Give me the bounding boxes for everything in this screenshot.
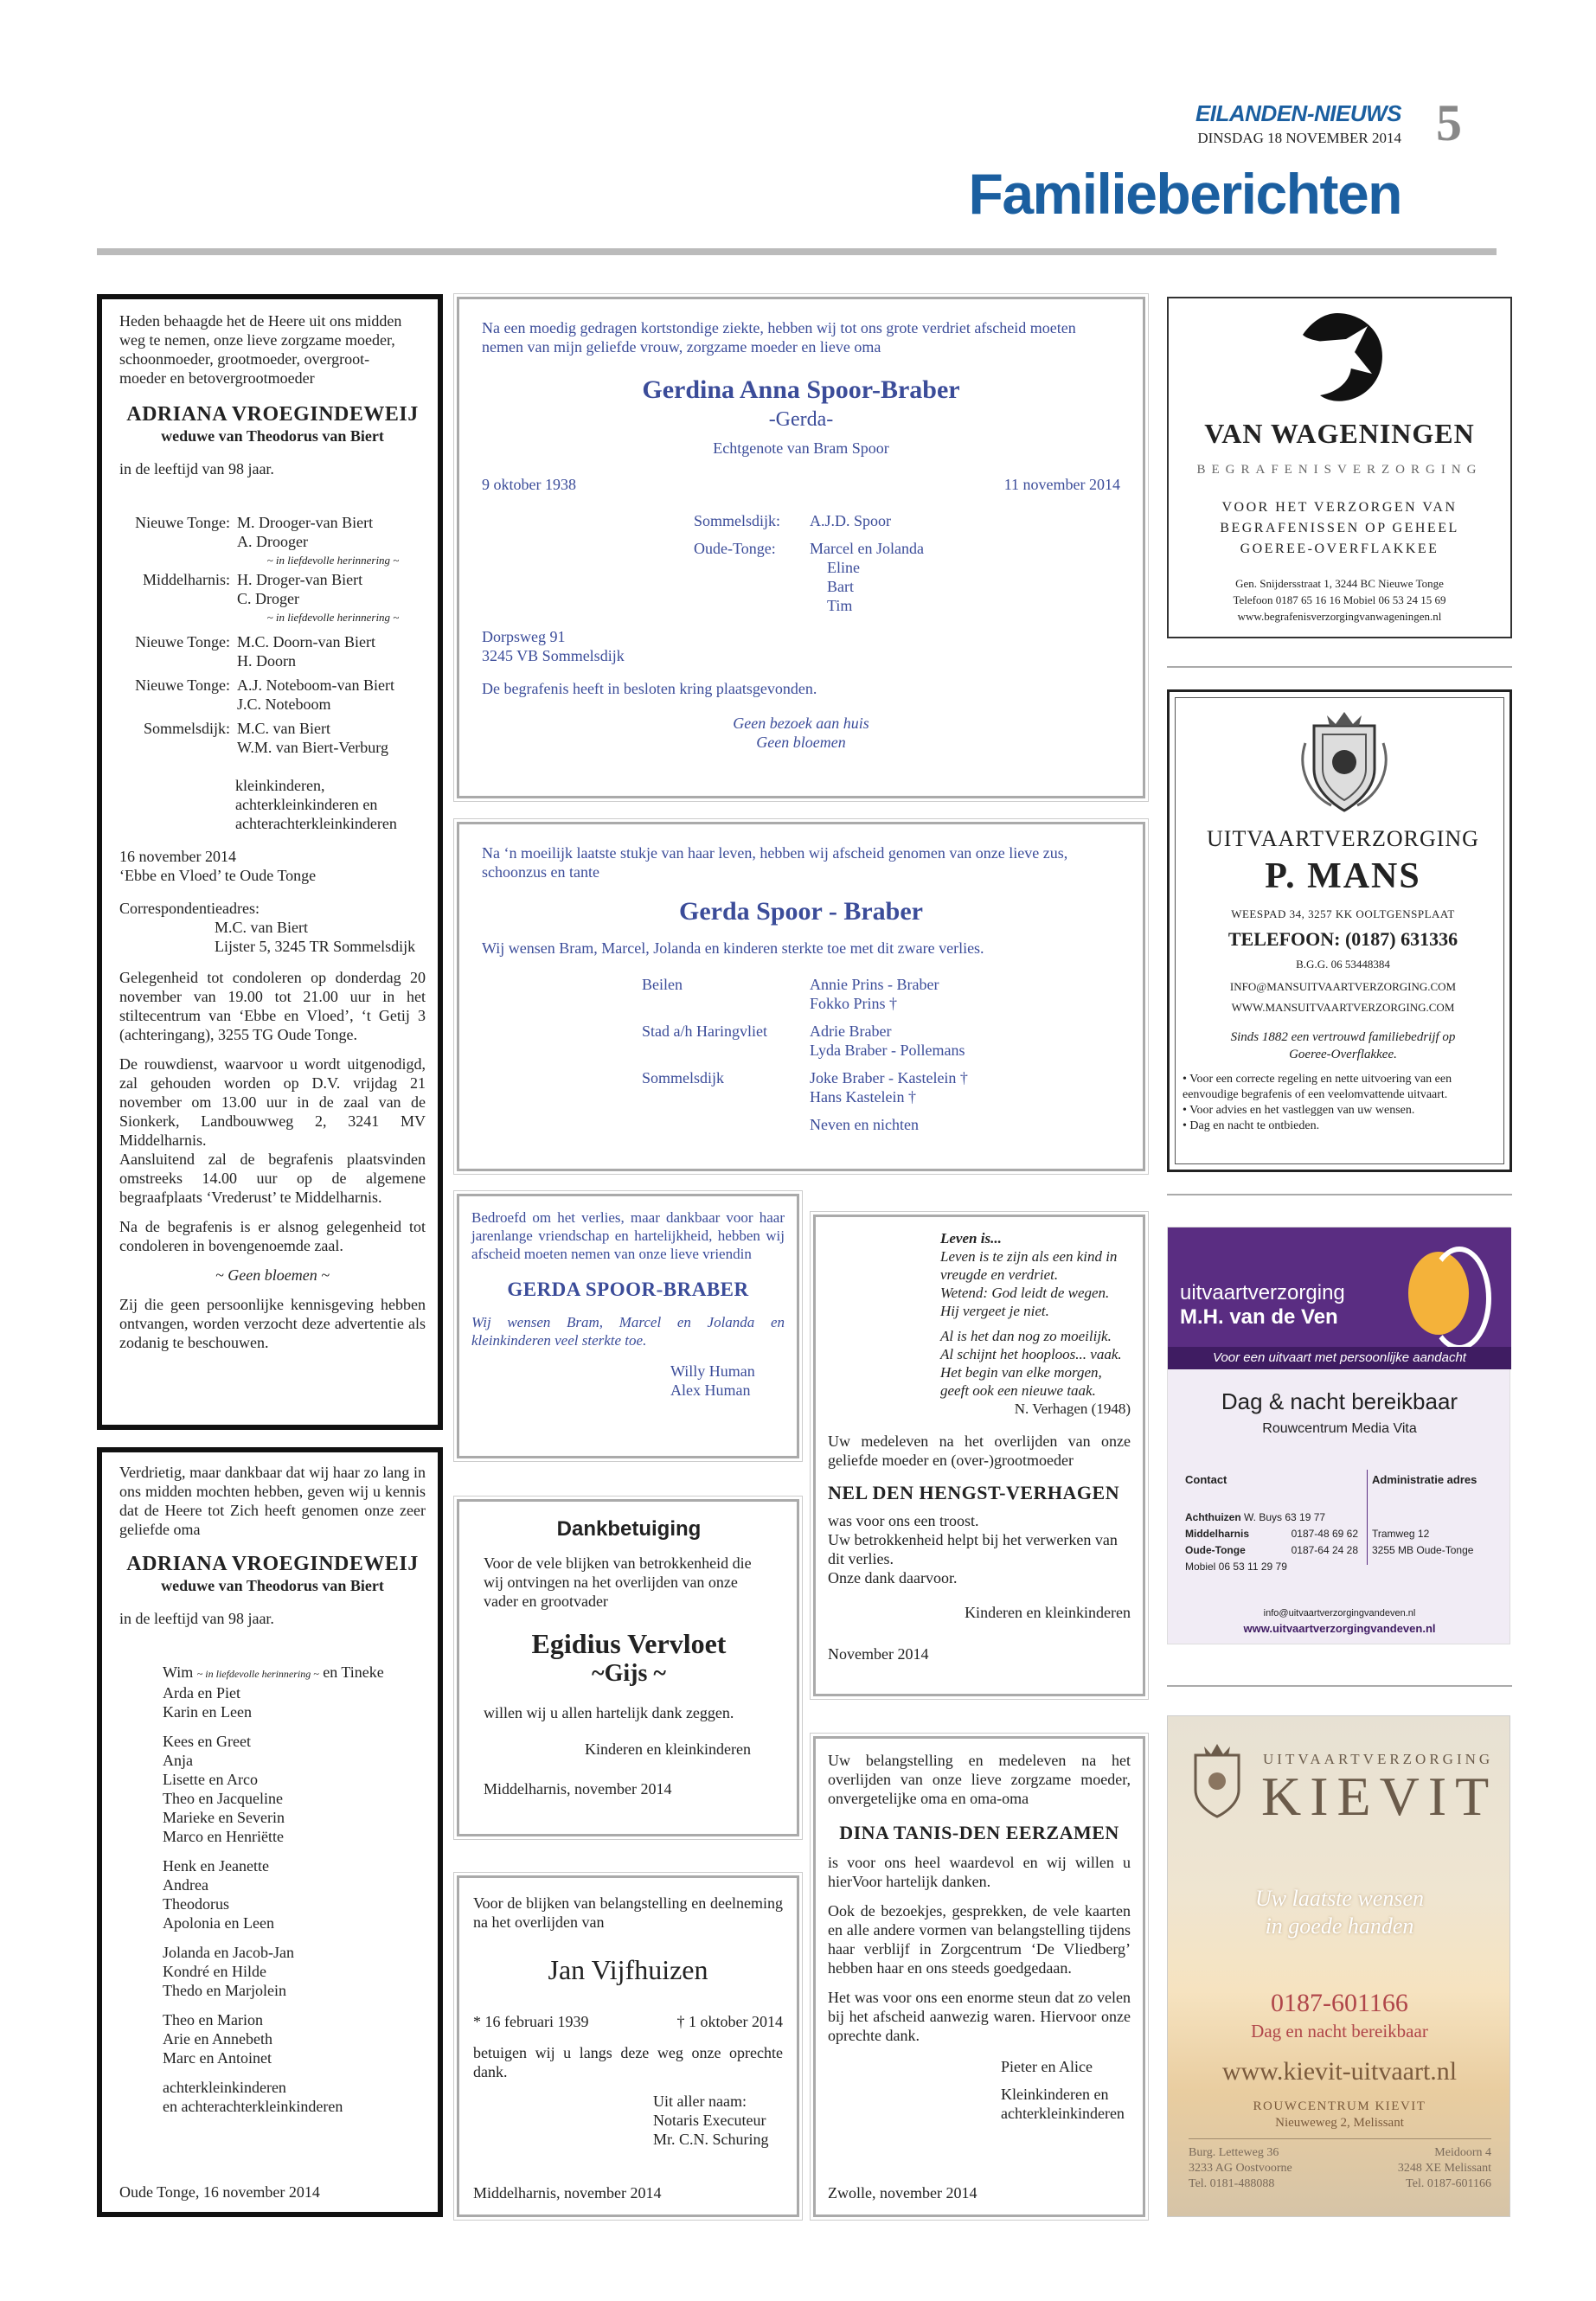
service-bullets: • Voor een correcte regeling en nette uitvoering van een eenvoudige begrafenis of een veelomvattende uitvaart. • Voor advies en het vastleggen van uw wensen. • Dag en nacht te ontbieden.: [1183, 1073, 1452, 1132]
grandchildren-list: Wim ~ in liefdevolle herinnering ~ en Tineke Arda en Piet Karin en Leen Kees en Greet Anja Lisette en Arco Theo en Jacqueline Marieke en Severin Marco en Henriëtte Henk en Jeanette Andrea Theodorus Apolonia en Leen Jolanda en Jacob-Jan Kondré en Hilde Thedo en Marjolein Theo en Marion Arie en Annebeth Marc en Antoinet achterkleinkinderen en achterachterkleinkinderen: [163, 1663, 384, 2115]
deceased-name: Gerdina Anna Spoor-Braber: [642, 375, 960, 404]
life-dates: 9 oktober 1938 11 november 2014: [482, 476, 1120, 493]
date-place: 16 november 2014 ‘Ebbe en Vloed’ te Oude Tonge: [119, 848, 317, 884]
coat-of-arms-icon: [1297, 708, 1392, 816]
deceased-name: Jan Vijfhuizen: [548, 1954, 708, 1985]
signers: Kinderen en kleinkinderen: [965, 1604, 1131, 1621]
deceased-nickname: ~Gijs ~: [592, 1660, 666, 1687]
notice-footer: Oude Tonge, 16 november 2014: [119, 2183, 320, 2201]
website: www.kievit-uitvaart.nl: [1221, 2057, 1458, 2086]
notice-intro: Uw belangstelling en medeleven na het overlijden van onze lieve zorgzame moeder, onvergetelijke oma en oma-oma: [828, 1752, 1131, 1807]
memory-note: ~ in liefdevolle herinnering ~: [266, 554, 400, 567]
death-notice-oma: [97, 1447, 443, 2217]
notice-intro: Heden behaagde het de Heere uit ons midden weg te nemen, onze lieve zorgzame moeder, schoonmoeder, grootmoeder, overgroot- moeder en betovergrootmoeder: [119, 312, 402, 387]
availability: Dag en nacht bereikbaar: [1251, 2021, 1428, 2041]
closing-note: Geen bezoek aan huis Geen bloemen: [733, 715, 869, 751]
wish-text: Wij wensen Bram, Marcel en Jolanda en kleinkinderen veel sterkte toe.: [471, 1314, 785, 1349]
brand-name: VAN WAGENINGEN: [1204, 418, 1475, 449]
address-left: Burg. Letteweg 36 3233 AG Oostvoorne Tel. 0181-488088: [1189, 2146, 1292, 2190]
page-number: 5: [1436, 94, 1462, 151]
brand-top: UITVAARTVERZORGING: [1263, 1751, 1494, 1767]
no-flowers: ~ Geen bloemen ~: [215, 1266, 330, 1284]
notice-intro: Na ‘n moeilijk laatste stukje van haar leven, hebben wij afscheid genomen van onze lieve zus, schoonzus en tante: [482, 844, 1068, 881]
brand-tagline: VOOR HET VERZORGEN VAN BEGRAFENISSEN OP GEHEEL GOEREE-OVERFLAKKEE: [1220, 500, 1459, 556]
slogan: Uw laatste wensen in goede handen: [1255, 1886, 1424, 1939]
signers: Uit aller naam: Notaris Executeur Mr. C.N. Schuring: [653, 2093, 769, 2148]
service-info: De rouwdienst, waarvoor u wordt uitgenodigd, zal gehouden worden op D.V. vrijdag 21 november om 13.00 uur in de zaal van de Sionkerk, Landbouwweg 2, 3241 MV Middelharnis.: [119, 1055, 426, 1149]
family-list: Nieuwe Tonge: M. Drooger-van Biert A. Drooger ~ in liefdevolle herinnering ~ Middelharnis: H. Droger-van Biert C. Droger ~ in liefdevolle herinnering ~ Nieuwe Tonge: M.C. Doorn-van Biert H. Doorn Nieuwe Tonge: A.J. Noteboom-van Biert J.C. Noteboom Sommelsdijk: M.C. van Biert W.M. van Biert-Verburg kleinkinderen, achterkleinkinderen en achterachterkleinkinderen: [119, 513, 426, 833]
notice-footer: Middelharnis, november 2014: [473, 2184, 662, 2202]
section-title: Familieberichten: [968, 162, 1401, 226]
website: WWW.MANSUITVAARTVERZORGING.COM: [1231, 1001, 1455, 1014]
masthead: EILANDEN-NIEUWS: [1195, 100, 1401, 126]
notice-date: November 2014: [828, 1645, 929, 1663]
deceased-nickname: -Gerda-: [768, 408, 834, 431]
thanks-p1: is voor ons heel waardevol en wij willen u hierVoor hartelijk danken.: [828, 1854, 1131, 1890]
since: Sinds 1882 een vertrouwd familiebedrijf op Goeree-Overflakkee.: [1230, 1030, 1456, 1061]
signers: Kinderen en kleinkinderen: [585, 1740, 751, 1758]
deceased-name: Gerda Spoor - Braber: [679, 897, 923, 926]
grandchildren: kleinkinderen, achterkleinkinderen en achterachterkleinkinderen: [235, 777, 397, 832]
family-group: Sommelsdijk: M.C. van Biert: [143, 720, 330, 737]
thanks-vervloet: [457, 1499, 799, 1836]
deceased-name: ADRIANA VROEGINDEWEIJ: [126, 1553, 419, 1575]
family-group: Nieuwe Tonge: A.J. Noteboom-van Biert: [135, 676, 394, 694]
notice-disclaimer: Zij die geen persoonlijke kennisgeving hebben ontvangen, worden verzocht deze advertentie als zodanig te beschouwen.: [119, 1296, 426, 1351]
death-notice-spoor-braber: [457, 297, 1145, 798]
signers: Pieter en Alice Kleinkinderen en achterkleinkinderen: [1001, 2058, 1125, 2122]
center-name: Rouwcentrum Media Vita: [1262, 1421, 1417, 1436]
notice-intro: Uw medeleven na het overlijden van onze geliefde moeder en (over-)grootmoeder: [828, 1433, 1131, 1469]
burial-info: Aansluitend zal de begrafenis plaatsvinden omstreeks 14.00 uur op de algemene begraafplaats ‘Vrederust’ te Middelharnis.: [119, 1150, 426, 1206]
brand-line1: uitvaartverzorging: [1180, 1281, 1345, 1304]
deceased-name: DINA TANIS-DEN EERZAMEN: [839, 1822, 1119, 1843]
address: WEESPAD 34, 3257 KK OOLTGENSPLAAT: [1231, 907, 1455, 920]
brand-line2: M.H. van de Ven: [1180, 1305, 1338, 1329]
poem: Leven is... Leven is te zijn als een kind in vreugde en verdriet. Wetend: God leidt de wegen. Hij vergeet je niet. Al is het dan nog zo moeilijk. Al schijnt het hooploos... vaak. Het begin van elke morgen, geeft ook een nieuwe taak. N. Verhagen (1948): [940, 1230, 1131, 1417]
ad-van-wageningen: [1167, 297, 1512, 638]
notice-intro: Na een moedig gedragen kortstondige ziekte, hebben wij tot ons grote verdriet afscheid moeten nemen van mijn geliefde vrouw, zorgzame moeder en lieve oma: [482, 319, 1076, 356]
issue-date: DINSDAG 18 NOVEMBER 2014: [1197, 130, 1401, 146]
ad-p-mans: [1167, 689, 1512, 1172]
signers: Willy Human Alex Human: [670, 1362, 755, 1399]
website: www.uitvaartverzorgingvandeven.nl: [1243, 1622, 1436, 1635]
contact-label: Contact: [1185, 1473, 1227, 1486]
thanks-text: willen wij u allen hartelijk dank zeggen.: [484, 1704, 734, 1721]
crest-logo-icon: [1187, 1742, 1247, 1820]
deceased-spouse: Echtgenote van Bram Spoor: [713, 439, 889, 457]
thanks-tanis: [813, 1736, 1145, 2217]
brand-name: KIEVIT: [1261, 1766, 1498, 1827]
ad-kievit: [1167, 1715, 1510, 2217]
thanks-text: betuigen wij u langs deze weg onze oprechte dank.: [473, 2044, 783, 2080]
deceased-subname: weduwe van Theodorus van Biert: [161, 427, 384, 445]
deceased-age: in de leeftijd van 98 jaar.: [119, 460, 274, 478]
brand-tagline: Voor een uitvaart met persoonlijke aandacht: [1168, 1347, 1511, 1369]
deceased-age: in de leeftijd van 98 jaar.: [119, 1610, 274, 1627]
contact-list: Achthuizen W. Buys 63 19 77 Middelharnis 0187-48 69 62 Oude-Tonge 0187-64 24 28 Mobiel 06 53 11 29 79: [1185, 1511, 1358, 1573]
thanks-vijfhuizen: [457, 1875, 799, 2217]
dankbetuiging-title: Dankbetuiging: [556, 1517, 702, 1541]
brand-header: [1168, 1227, 1511, 1347]
burial-info: De begrafenis heeft in besloten kring plaatsgevonden.: [482, 680, 817, 697]
deceased-name: NEL DEN HENGST-VERHAGEN: [828, 1482, 1120, 1503]
thanks-den-hengst: [813, 1215, 1145, 1696]
email: info@uitvaartverzorgingvandeven.nl: [1263, 1608, 1416, 1618]
admin-label: Administratie adres: [1372, 1473, 1477, 1486]
dove-logo-icon: [1285, 309, 1398, 413]
death-notice-vroegindeweij: [97, 294, 443, 1430]
family-group: Nieuwe Tonge: M. Drooger-van Biert: [135, 514, 374, 531]
wish-text: Wij wensen Bram, Marcel, Jolanda en kinderen sterkte toe met dit zware verlies.: [482, 939, 984, 957]
availability: Dag & nacht bereikbaar: [1221, 1388, 1458, 1414]
thanks-text: was voor ons een troost. Uw betrokkenheid helpt bij het verwerken van dit verlies. Onze dank daarvoor.: [828, 1512, 1118, 1586]
family-group: Nieuwe Tonge: M.C. Doorn-van Biert: [135, 633, 375, 651]
brand-name: P. MANS: [1265, 856, 1421, 896]
header-rule: [97, 248, 1497, 255]
phone: 0187-601166: [1271, 1989, 1408, 2017]
phone: TELEFOON: (0187) 631336: [1227, 928, 1458, 950]
notice-footer: Middelharnis, november 2014: [484, 1780, 672, 1798]
email: INFO@MANSUITVAARTVERZORGING.COM: [1229, 980, 1457, 993]
after-info: Na de begrafenis is er alsnog gelegenheid tot condoleren in bovengenoemde zaal.: [119, 1218, 426, 1254]
family-group: A. Drooger: [237, 533, 308, 550]
bgg: B.G.G. 06 53448384: [1296, 958, 1390, 971]
address-right: Meidoorn 4 3248 XE Melissant Tel. 0187-601166: [1397, 2146, 1491, 2190]
center-address: Nieuweweg 2, Melissant: [1275, 2116, 1404, 2130]
family-list: Beilen Annie Prins - Braber Fokko Prins † Stad a/h Haringvliet Adrie Braber Lyda Braber - Pollemans Sommelsdijk Joke Braber - Kastelein † Hans Kastelein † Neven en nichten: [642, 976, 968, 1133]
family-list: Sommelsdijk: A.J.D. Spoor Oude-Tonge: Marcel en Jolanda Eline Bart Tim: [694, 512, 924, 614]
death-notice-gerda: [457, 822, 1145, 1171]
notice-intro: Voor de vele blijken van betrokkenheid die wij ontvingen na het overlijden van onze vader en grootvader: [484, 1554, 752, 1610]
friendship-notice: [457, 1194, 799, 1458]
thanks-p2: Ook de bezoekjes, gesprekken, de vele kaarten en alle andere vormen van belangstelling tijdens haar verblijf in Zorgcentrum ‘De Vliedberg’ hebben haar en ons steeds goedgedaan.: [828, 1902, 1131, 1977]
deceased-name: Egidius Vervloet: [531, 1628, 727, 1659]
condolence-info: Gelegenheid tot condoleren op donderdag 20 november van 19.00 tot 21.00 uur in het stiltecentrum van ‘Ebbe en Vloed’, ‘t Getij 3 (achteringang), 3255 TG Oude Tonge.: [119, 969, 426, 1043]
deceased-name: ADRIANA VROEGINDEWEIJ: [126, 403, 419, 426]
brand-sub: BEGRAFENISVERZORGING: [1196, 463, 1483, 477]
memory-note: ~ in liefdevolle herinnering ~: [266, 611, 400, 624]
deceased-subname: weduwe van Theodorus van Biert: [161, 1577, 384, 1594]
center-name: ROUWCENTRUM KIEVIT: [1253, 2099, 1426, 2113]
notice-intro: Verdrietig, maar dankbaar dat wij haar zo lang in ons midden mochten hebben, geven wij u kennis dat de Heere tot Zich heeft genomen onze zeer geliefde oma: [119, 1464, 426, 1538]
family-address: Dorpsweg 91 3245 VB Sommelsdijk: [482, 628, 625, 664]
life-dates: * 16 februari 1939 † 1 oktober 2014: [473, 2013, 783, 2030]
admin-address: Tramweg 12 3255 MB Oude-Tonge: [1372, 1528, 1474, 1556]
ad-van-de-ven: [1167, 1227, 1510, 1644]
thanks-p3: Het was voor ons een enorme steun dat zo velen bij het afscheid aanwezig waren. Hiervoor onze oprechte dank.: [828, 1989, 1131, 2044]
notice-footer: Zwolle, november 2014: [828, 2184, 977, 2202]
notice-intro: Voor de blijken van belangstelling en deelneming na het overlijden van: [473, 1894, 783, 1931]
contact-block: Gen. Snijdersstraat 1, 3244 BC Nieuwe Tonge Telefoon 0187 65 16 16 Mobiel 06 53 24 15 69 www.begrafenisverzorgingvanwageningen.nl: [1233, 577, 1446, 623]
brand-title: UITVAARTVERZORGING: [1207, 826, 1479, 851]
deceased-name: GERDA SPOOR-BRABER: [507, 1279, 749, 1300]
notice-intro: Bedroefd om het verlies, maar dankbaar voor haar jarenlange vriendschap en hartelijkheid, hebben wij afscheid moeten nemen van onze lieve vriendin: [471, 1209, 785, 1262]
correspondence: Correspondentieadres: M.C. van Biert Lijster 5, 3245 TR Sommelsdijk: [119, 900, 416, 955]
family-group: Middelharnis: H. Droger-van Biert: [143, 571, 363, 588]
